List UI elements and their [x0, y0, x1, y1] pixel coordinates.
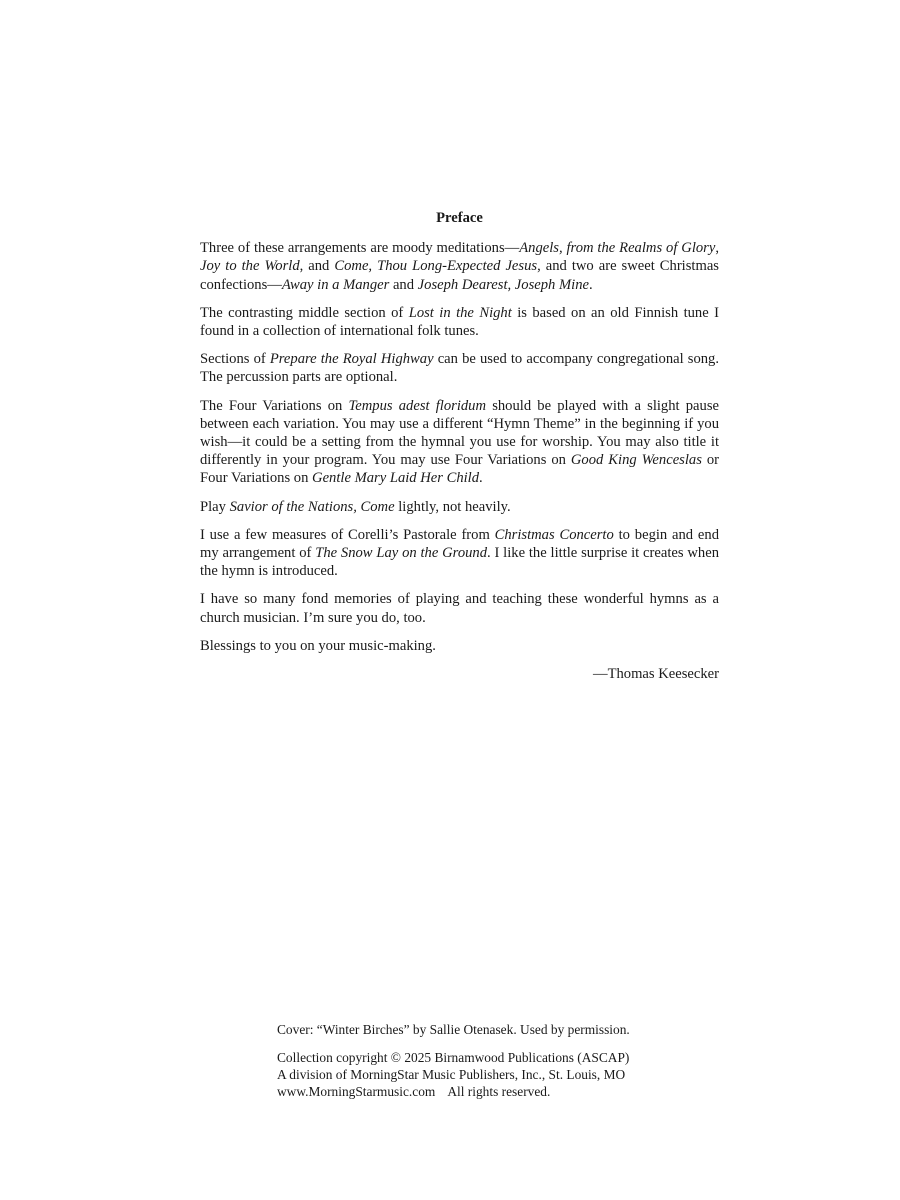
text-run: Sections of: [200, 351, 270, 368]
preface-paragraph-7: [200, 590, 719, 626]
hymn-title: Away in a Manger: [281, 276, 390, 293]
preface-title: Preface: [436, 210, 483, 226]
text-run: Blessings to you on your music-making.: [200, 637, 436, 654]
text-run: to begin and end my arrangement of: [200, 526, 719, 562]
text-run: can be used to accompany congregational song. The percussion parts are optional.: [200, 351, 719, 386]
rights-notice: All rights reserved.: [447, 1084, 551, 1099]
hymn-title: Come, Thou Long-Expected Jesus: [334, 258, 538, 275]
text-run: or Four Variations on: [200, 452, 720, 487]
preface-paragraph-6: [200, 526, 719, 581]
hymn-title: Good King Wenceslas: [570, 452, 702, 469]
text-run: is based on an old Finnish tune I found in a collection of international folk tunes.: [200, 304, 719, 340]
text-run: I have so many fond memories of playing and teaching these wonderful hymns as a church musician. I’m sure you do, too.: [200, 591, 719, 626]
hymn-title: Joseph Dearest, Joseph Mine: [417, 276, 589, 293]
copyright-footer: [277, 1021, 697, 1100]
text-run: The Four Variations on: [200, 397, 349, 414]
text-run: Play: [200, 498, 230, 515]
work-title: Christmas Concerto: [494, 526, 614, 543]
hymn-title: Prepare the Royal Highway: [269, 351, 434, 368]
text-run: , and two are sweet Christmas confections—: [200, 258, 719, 293]
website-url: www.MorningStarmusic.com: [277, 1084, 436, 1099]
text-run: Three of these arrangements are moody meditations—: [200, 240, 520, 257]
hymn-title: Gentle Mary Laid Her Child: [312, 470, 480, 487]
preface-paragraph-1: [200, 239, 719, 294]
text-run: , and: [299, 258, 335, 275]
preface-section: [200, 209, 719, 683]
publisher-division: A division of MorningStar Music Publishers, Inc., St. Louis, MO: [277, 1067, 626, 1082]
hymn-title: Joy to the World: [200, 258, 300, 275]
text-run: I use a few measures of Corelli’s Pastorale from: [200, 526, 495, 543]
preface-paragraph-4: [200, 397, 719, 488]
hymn-title: Savior of the Nations, Come: [229, 498, 395, 515]
cover-credit: Cover: “Winter Birches” by Sallie Otenasek. Used by permission.: [277, 1022, 630, 1037]
copyright-line: Collection copyright © 2025 Birnamwood Publications (ASCAP): [277, 1050, 630, 1065]
hymn-title: Tempus adest floridum: [348, 397, 487, 414]
website-line: [277, 1083, 697, 1100]
text-run: ,: [715, 240, 719, 257]
text-run: .: [479, 470, 483, 487]
text-run: The contrasting middle section of: [200, 304, 409, 321]
hymn-title: Lost in the Night: [408, 304, 512, 321]
text-run: . I like the little surprise it creates when the hymn is introduced.: [200, 545, 719, 580]
text-run: .: [588, 276, 593, 293]
text-run: lightly, not heavily.: [394, 498, 511, 515]
preface-paragraph-2: [200, 304, 719, 340]
preface-paragraph-3: [200, 350, 719, 386]
text-run: should be played with a slight pause between each variation. You may use a different “Hymn Theme” in the beginning if you wish—it could be a setting from the hymnal you use for worship. You may also title it differently in your program. You may use Four Variations on: [200, 397, 719, 469]
preface-paragraph-5: [200, 498, 719, 516]
hymn-title: Angels, from the Realms of Glory: [519, 240, 716, 257]
preface-paragraph-8: [200, 637, 719, 655]
hymn-title: The Snow Lay on the Ground: [315, 545, 488, 562]
author-signature: —Thomas Keesecker: [592, 666, 719, 683]
text-run: and: [389, 276, 418, 293]
